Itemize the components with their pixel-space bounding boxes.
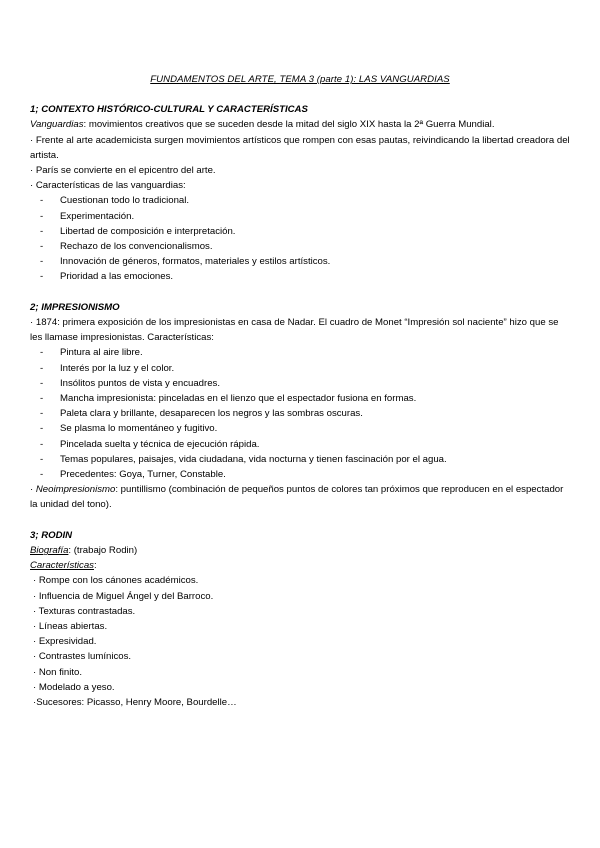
dash-marker: - <box>40 271 44 283</box>
dash-marker: - <box>40 195 44 207</box>
list-item-text: Insólitos puntos de vista y encuadres. <box>60 377 220 389</box>
biografia-term: Biografía <box>30 545 69 557</box>
list-item: ·Sucesores: Picasso, Henry Moore, Bourdelle… <box>33 697 237 709</box>
list-item <box>30 391 570 406</box>
list-item-text: Interés por la luz y el color. <box>60 362 175 374</box>
neoimpresionismo-definition <box>30 482 570 512</box>
list-item <box>30 421 570 436</box>
dash-marker: - <box>40 256 44 268</box>
vanguardias-term: Vanguardias <box>30 119 84 131</box>
list-item <box>30 376 570 391</box>
list-item: · Expresividad. <box>33 636 97 648</box>
list-item <box>30 452 570 467</box>
list-item: · Non finito. <box>33 666 83 678</box>
vanguardias-definition <box>30 117 570 132</box>
dash-marker: - <box>40 408 44 420</box>
list-item <box>30 361 570 376</box>
dash-marker: - <box>40 210 44 222</box>
dash-marker: - <box>40 347 44 359</box>
document-content <box>30 72 570 710</box>
list-item-text: Temas populares, paisajes, vida ciudadana, vida nocturna y tienen fascinación por el agua. <box>60 453 447 465</box>
list-item-text: Innovación de géneros, formatos, materiales y estilos artísticos. <box>60 256 331 268</box>
dash-marker: - <box>40 393 44 405</box>
section-1-heading: 1; CONTEXTO HISTÓRICO-CULTURAL Y CARACTERÍSTICAS <box>30 104 308 116</box>
list-item-text: Pintura al aire libre. <box>60 347 143 359</box>
dash-marker: - <box>40 377 44 389</box>
list-item-text: Rechazo de los convencionalismos. <box>60 241 213 253</box>
list-item <box>30 239 570 254</box>
list-item <box>30 437 570 452</box>
list-item <box>30 467 570 482</box>
list-item <box>30 224 570 239</box>
list-item-text: Mancha impresionista: pinceladas en el lienzo que el espectador fusiona en formas. <box>60 393 417 405</box>
neoimpresionismo-term: Neoimpresionismo <box>35 484 116 496</box>
list-item: · Contrastes lumínicos. <box>33 651 132 663</box>
list-item: · Rompe con los cánones académicos. <box>33 575 199 587</box>
list-item <box>30 345 570 360</box>
section-1-line-characteristics: · Características de las vanguardias: <box>30 180 186 192</box>
list-item: · Influencia de Miguel Ángel y del Barroco. <box>33 590 214 602</box>
document-title: FUNDAMENTOS DEL ARTE, TEMA 3 (parte 1): LAS VANGUARDIAS <box>150 74 450 85</box>
dash-marker: - <box>40 453 44 465</box>
section-1-line-paris: · París se convierte en el epicentro del arte. <box>30 165 216 177</box>
list-item <box>30 209 570 224</box>
list-item-text: Se plasma lo momentáneo y fugitivo. <box>60 423 218 435</box>
list-item-text: Libertad de composición e interpretación. <box>60 225 236 237</box>
section-2-intro: · 1874: primera exposición de los impresionistas en casa de Nadar. El cuadro de Monet “Impresión sol naciente” hizo que se les llamase impresionistas. Características: <box>30 317 559 344</box>
list-item-text: Pincelada suelta y técnica de ejecución rápida. <box>60 438 260 450</box>
list-item-text: Paleta clara y brillante, desaparecen los negros y las sombras oscuras. <box>60 408 363 420</box>
list-item-text: Cuestionan todo lo tradicional. <box>60 195 190 207</box>
list-item: · Líneas abiertas. <box>33 621 108 633</box>
caracteristicas-term: Características <box>30 560 94 572</box>
dash-marker: - <box>40 469 44 481</box>
neo-prefix: · <box>30 484 36 496</box>
section-2-characteristics-list <box>30 345 570 482</box>
list-item-text: Experimentación. <box>60 210 135 222</box>
dash-marker: - <box>40 423 44 435</box>
biografia-definition: : (trabajo Rodin) <box>68 545 138 557</box>
neoimpresionismo-term-definition: : puntillismo (combinación de pequeños puntos de colores tan próximos que reproducen en el espectador la unidad del tono). <box>30 484 564 511</box>
list-item <box>30 269 570 284</box>
list-item-text: Prioridad a las emociones. <box>60 271 174 283</box>
section-1-characteristics-list <box>30 193 570 284</box>
section-spacer <box>30 513 570 528</box>
caracteristicas-line <box>30 558 570 573</box>
list-item <box>30 254 570 269</box>
dash-marker: - <box>40 241 44 253</box>
list-item <box>30 406 570 421</box>
section-3-heading: 3; RODIN <box>30 529 73 541</box>
dash-marker: - <box>40 362 44 374</box>
list-item: · Modelado a yeso. <box>33 681 115 693</box>
caracteristicas-colon: : <box>93 560 97 572</box>
section-2-heading: 2; IMPRESIONISMO <box>30 301 120 313</box>
dash-marker: - <box>40 225 44 237</box>
section-spacer <box>30 285 570 300</box>
vanguardias-term-definition: : movimientos creativos que se suceden desde la mitad del siglo XIX hasta la 2ª Guerra Mundial. <box>83 119 495 131</box>
list-item-text: Precedentes: Goya, Turner, Constable. <box>60 469 226 481</box>
list-item: · Texturas contrastadas. <box>33 605 136 617</box>
section-1-line-academicism: · Frente al arte academicista surgen movimientos artísticos que rompen con esas pautas, reivindicando la libertad creadora del artista. <box>30 134 570 161</box>
list-item <box>30 193 570 208</box>
section-3-characteristics-list <box>30 573 570 710</box>
biografia-line <box>30 543 570 558</box>
dash-marker: - <box>40 438 44 450</box>
